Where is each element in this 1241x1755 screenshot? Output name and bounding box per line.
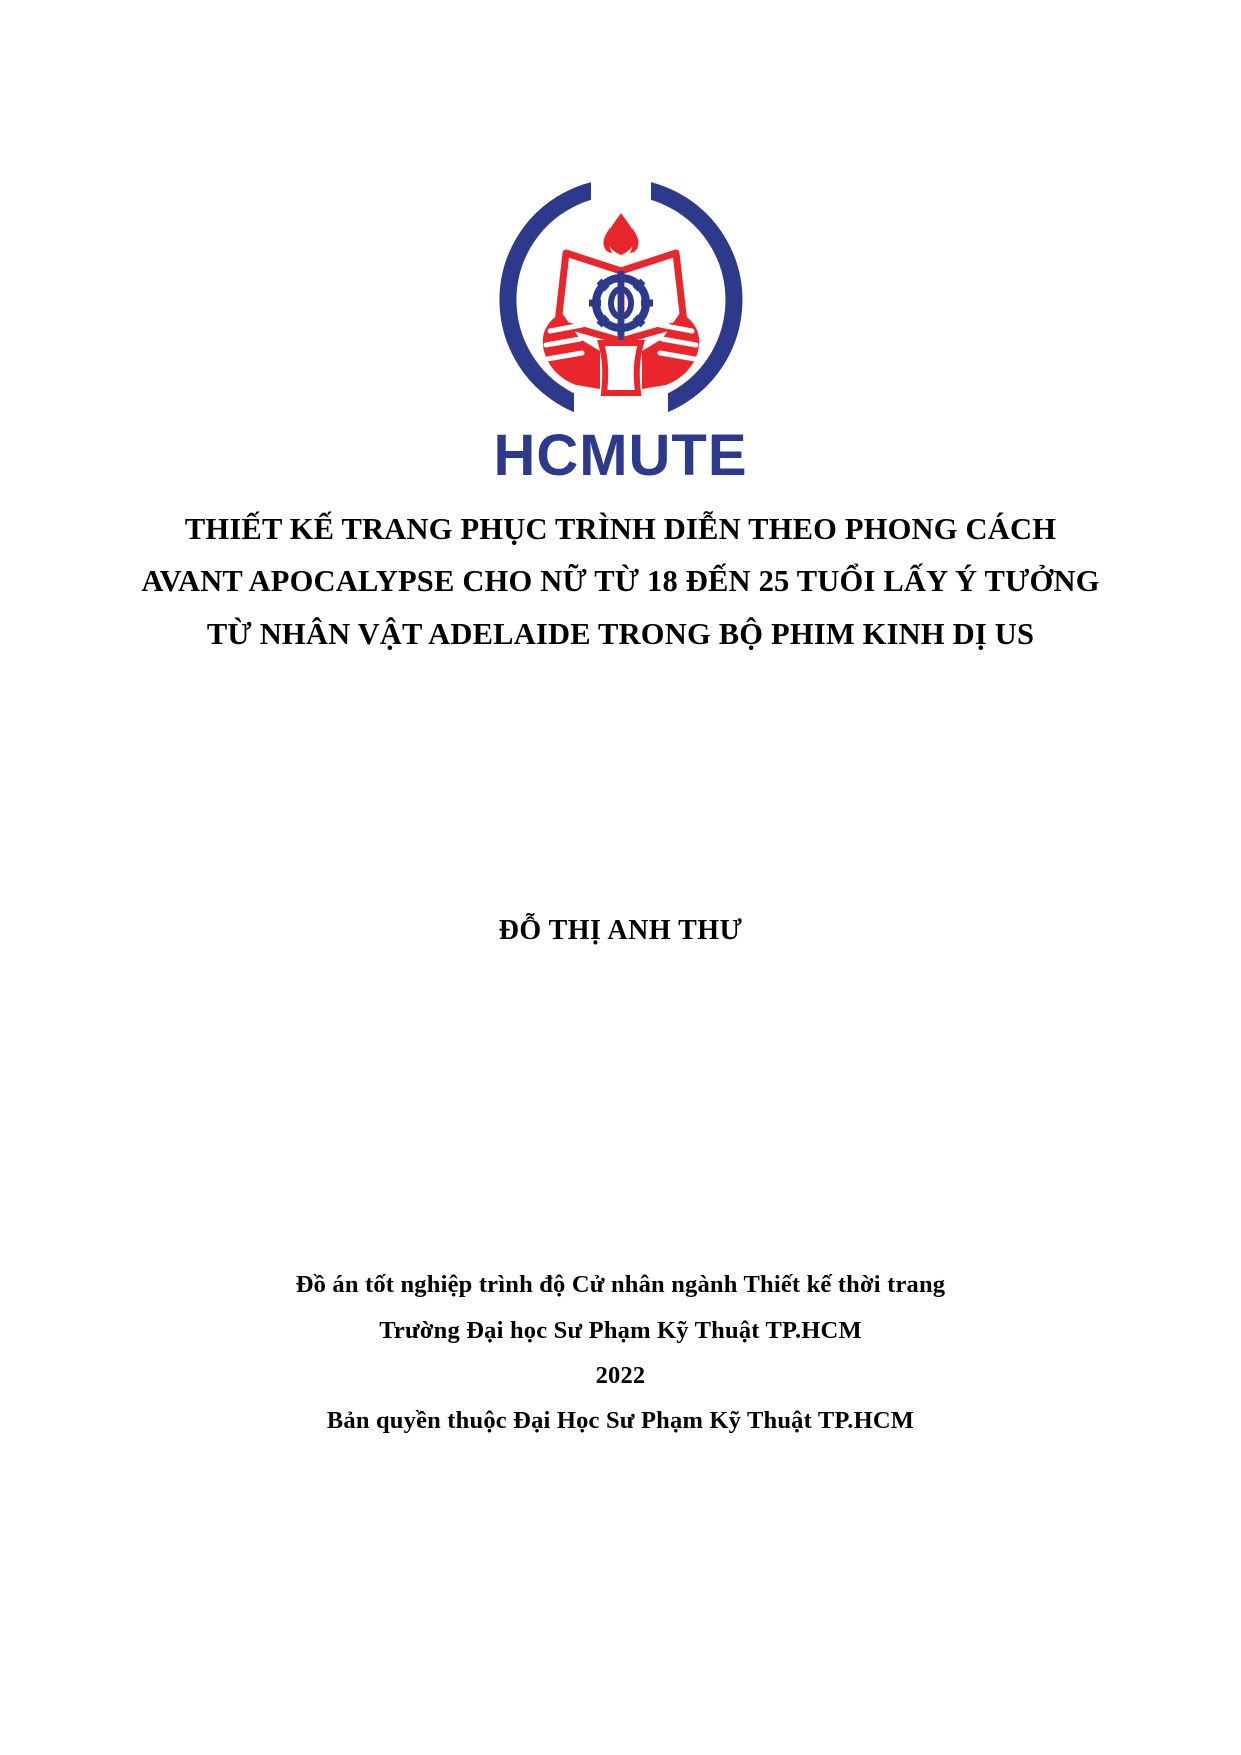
footer-line-copyright: Bản quyền thuộc Đại Học Sư Phạm Kỹ Thuật TP.HCM [326,1407,915,1435]
author-block [499,915,743,947]
hcmute-emblem-icon [496,175,746,425]
footer-line-university: Trường Đại học Sư Phạm Kỹ Thuật TP.HCM [379,1316,862,1344]
title-line-2: AVANT APOCALYPSE CHO NỮ TỪ 18 ĐẾN 25 TUỔI LẤY Ý TƯỞNG [141,564,1100,599]
document-footer [296,1262,946,1443]
footer-line-year: 2022 [595,1361,646,1389]
logo-wordmark: HCMUTE [493,423,748,488]
university-logo [493,175,748,488]
author-name: ĐỖ THỊ ANH THƯ [498,915,743,947]
footer-line-degree: Đồ án tốt nghiệp trình độ Cử nhân ngành Thiết kế thời trang [295,1271,946,1299]
title-line-1: THIẾT KẾ TRANG PHỤC TRÌNH DIỄN THEO PHONG CÁCH [184,512,1057,546]
title-line-3: TỪ NHÂN VẬT ADELAIDE TRONG BỘ PHIM KINH DỊ US [206,616,1035,651]
page-title [121,503,1121,660]
